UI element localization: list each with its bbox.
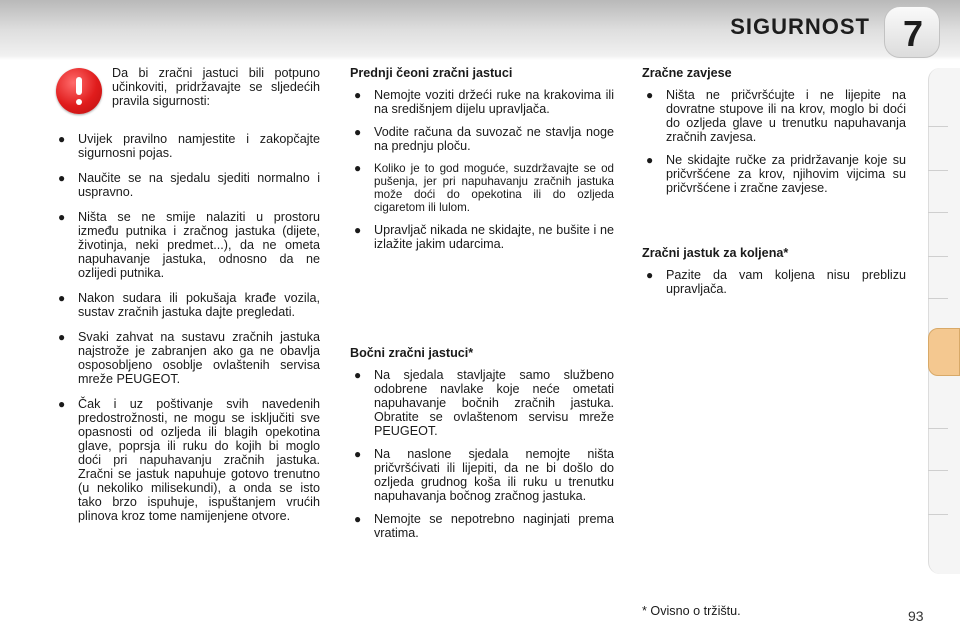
list-item-text: Nemojte se nepotrebno naginjati prema vratima. bbox=[374, 512, 614, 540]
list-item bbox=[350, 368, 614, 438]
list-item bbox=[54, 397, 320, 523]
list-item-text: Vodite računa da suvozač ne stavlja noge na prednju ploču. bbox=[374, 125, 614, 153]
bullet-dot-icon: ● bbox=[354, 368, 362, 382]
section-title: SIGURNOST bbox=[730, 14, 870, 39]
front-airbags-list bbox=[350, 88, 614, 251]
bullet-dot-icon: ● bbox=[58, 171, 66, 185]
list-item-text: Uvijek pravilno namjestite i zakopčajte sigurnosni pojas. bbox=[78, 132, 320, 160]
safety-rules-list bbox=[54, 132, 320, 523]
chapter-tab bbox=[884, 6, 940, 58]
list-item bbox=[350, 447, 614, 503]
bullet-dot-icon: ● bbox=[354, 447, 362, 461]
side-airbags-list bbox=[350, 368, 614, 540]
list-item-text: Ništa ne pričvršćujte i ne lijepite na dovratne stupove ili na krov, moglo bi doći do ozljeda glave u trenutku napuhavanja zračnih zavjesa. bbox=[666, 88, 906, 144]
side-tab-divider bbox=[928, 170, 948, 171]
side-tab-divider bbox=[928, 256, 948, 257]
list-item bbox=[54, 330, 320, 386]
knee-airbag-list bbox=[642, 268, 906, 296]
list-item bbox=[350, 88, 614, 116]
side-tab-active-chapter bbox=[928, 328, 960, 376]
front-airbags-section bbox=[350, 66, 614, 260]
side-tab-divider bbox=[928, 298, 948, 299]
list-item bbox=[350, 223, 614, 251]
bullet-dot-icon: ● bbox=[354, 512, 362, 526]
list-item bbox=[54, 291, 320, 319]
footnote: * Ovisno o tržištu. bbox=[642, 604, 741, 618]
list-item-text: Nakon sudara ili pokušaja krađe vozila, sustav zračnih jastuka dajte pregledati. bbox=[78, 291, 320, 319]
bullet-dot-icon: ● bbox=[354, 88, 362, 102]
warning-text: Da bi zračni jastuci bili potpuno učinkoviti, pridržavajte se sljedećih pravila sigurnosti: bbox=[112, 66, 320, 108]
bullet-dot-icon: ● bbox=[354, 125, 362, 139]
list-item bbox=[54, 132, 320, 160]
side-airbags-heading: Bočni zračni jastuci* bbox=[350, 346, 474, 360]
curtain-airbags-list bbox=[642, 88, 906, 195]
list-item-text: Naučite se na sjedalu sjediti normalno i uspravno. bbox=[78, 171, 320, 199]
side-tab-divider bbox=[928, 212, 948, 213]
bullet-dot-icon: ● bbox=[646, 88, 654, 102]
list-item-text: Ništa se ne smije nalaziti u prostoru između putnika i zračnog jastuka (dijete, životinja, neki predmet...), da ne ometa napuhavanje jastuka, odnosno da ne ozlijedi putnika. bbox=[78, 210, 320, 280]
side-tab-rail bbox=[928, 68, 960, 574]
list-item bbox=[350, 162, 614, 214]
list-item bbox=[54, 210, 320, 280]
side-airbags-section bbox=[350, 346, 614, 549]
bullet-dot-icon: ● bbox=[646, 268, 654, 282]
bullet-dot-icon: ● bbox=[58, 397, 66, 411]
bullet-dot-icon: ● bbox=[354, 161, 362, 175]
list-item bbox=[642, 153, 906, 195]
list-item bbox=[642, 268, 906, 296]
bullet-dot-icon: ● bbox=[58, 330, 66, 344]
left-column bbox=[54, 66, 320, 534]
list-item-text: Ne skidajte ručke za pridržavanje koje su pričvršćene za krov, njihovim vijcima su pričvršćene i zračne zavjese. bbox=[666, 153, 906, 195]
list-item-text: Svaki zahvat na sustavu zračnih jastuka najstrože je zabranjen ako ga ne obavlja osposobljeno osoblje ovlaštenih servisa mreže PEUGEOT. bbox=[78, 330, 320, 386]
side-tab-divider bbox=[928, 514, 948, 515]
side-tab-divider bbox=[928, 126, 948, 127]
list-item-text: Pazite da vam koljena nisu preblizu upravljača. bbox=[666, 268, 906, 296]
list-item bbox=[350, 512, 614, 540]
list-item-text: Upravljač nikada ne skidajte, ne bušite i ne izlažite jakim udarcima. bbox=[374, 223, 614, 251]
list-item-text: Koliko je to god moguće, suzdržavajte se od pušenja, jer pri napuhavanju zračnih jastuka može doći do opekotina ili do ozljeda cigaretom ili lulom. bbox=[374, 162, 614, 214]
list-item bbox=[54, 171, 320, 199]
bullet-dot-icon: ● bbox=[354, 223, 362, 237]
page-number: 93 bbox=[908, 608, 924, 624]
curtain-airbags-section bbox=[642, 66, 906, 204]
list-item-text: Čak i uz poštivanje svih navedenih predostrožnosti, ne mogu se isključiti sve opasnosti od ozljeda ili blagih opekotina glave, poprsja ili ruku do kojih bi moglo doći pri napuhavanju zračnih jastuka. Zračni se jastuk napuhuje gotovo trenutno (u nekoliko milisekundi), a onda se isto tako brzo ispuhuje, ispuštanjem vrućih plinova kroz tome namijenjene otvore. bbox=[78, 397, 320, 523]
bullet-dot-icon: ● bbox=[646, 153, 654, 167]
chapter-number: 7 bbox=[902, 13, 924, 54]
list-item-text: Na sjedala stavljajte samo službeno odobrene navlake koje neće ometati napuhavanje bočnih zračnih jastuka. Obratite se ovlaštenom servisu mreže PEUGEOT. bbox=[374, 368, 614, 438]
list-item-text: Na naslone sjedala nemojte ništa pričvršćivati ili lijepiti, da ne bi došlo do ozljeda grudnog koša ili ruku u trenutku napuhavanja bočnog zračnog jastuka. bbox=[374, 447, 614, 503]
bullet-dot-icon: ● bbox=[58, 132, 66, 146]
list-item-text: Nemojte voziti držeći ruke na krakovima ili na središnjem dijelu upravljača. bbox=[374, 88, 614, 116]
bullet-dot-icon: ● bbox=[58, 291, 66, 305]
bullet-dot-icon: ● bbox=[58, 210, 66, 224]
list-item bbox=[642, 88, 906, 144]
curtain-airbags-heading: Zračne zavjese bbox=[642, 66, 732, 80]
exclamation-warning-icon bbox=[56, 68, 102, 114]
side-tab-divider bbox=[928, 428, 948, 429]
list-item bbox=[350, 125, 614, 153]
knee-airbag-heading: Zračni jastuk za koljena* bbox=[642, 246, 789, 260]
knee-airbag-section bbox=[642, 246, 906, 305]
front-airbags-heading: Prednji čeoni zračni jastuci bbox=[350, 66, 513, 80]
side-tab-divider bbox=[928, 470, 948, 471]
warning-box bbox=[54, 66, 320, 130]
